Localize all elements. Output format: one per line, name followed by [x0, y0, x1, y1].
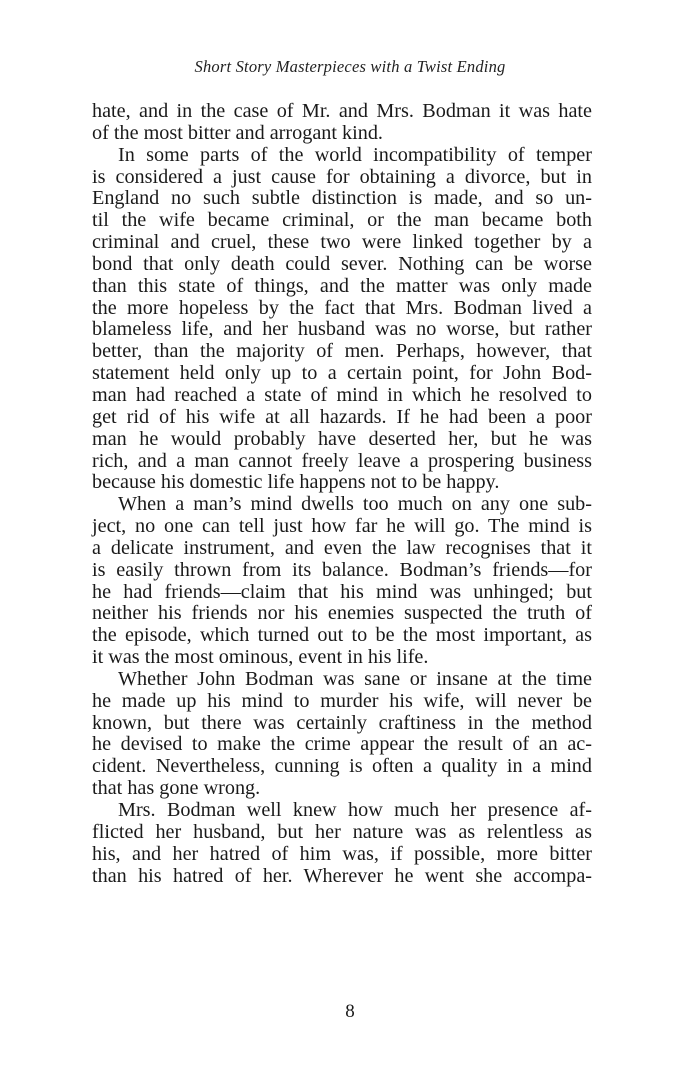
text-line: the more hopeless by the fact that Mrs. Bodman lived a [92, 296, 592, 319]
text-line: When a man’s mind dwells too much on any one sub- [118, 493, 592, 516]
text-line: that has gone wrong. [92, 777, 261, 800]
text-line: he had friends—claim that his mind was unhinged; but [92, 580, 592, 603]
text-line: man he would probably have deserted her, but he was [92, 427, 592, 450]
text-line: he made up his mind to murder his wife, will never be [92, 689, 592, 712]
text-line: rich, and a man cannot freely leave a prospering business [92, 449, 592, 472]
text-line: than this state of things, and the matter was only made [92, 274, 592, 297]
text-line: ject, no one can tell just how far he will go. The mind is [92, 515, 592, 538]
text-line: bond that only death could sever. Nothing can be worse [92, 252, 592, 275]
text-line: Mrs. Bodman well knew how much her presence af- [118, 799, 592, 821]
text-line: flicted her husband, but her nature was as relentless as [92, 820, 592, 843]
text-line: statement held only up to a certain point, for John Bod- [92, 362, 592, 385]
text-line: a delicate instrument, and even the law recognises that it [92, 536, 592, 559]
body-text [92, 101, 592, 887]
text-line: Whether John Bodman was sane or insane at the time [118, 667, 592, 690]
text-line: of the most bitter and arrogant kind. [92, 121, 383, 144]
text-line: better, than the majority of men. Perhaps, however, that [92, 340, 592, 363]
text-line: because his domestic life happens not to be happy. [92, 471, 500, 494]
text-line: is considered a just cause for obtaining a divorce, but in [92, 165, 592, 188]
text-line: get rid of his wife at all hazards. If he had been a poor [92, 405, 592, 428]
page-number: 8 [345, 1001, 355, 1022]
text-line: known, but there was certainly craftiness in the method [92, 711, 592, 734]
text-line: he devised to make the crime appear the result of an ac- [92, 733, 592, 756]
text-line: til the wife became criminal, or the man became both [92, 209, 592, 232]
text-line: it was the most ominous, event in his life. [92, 646, 429, 669]
text-line: blameless life, and her husband was no worse, but rather [92, 318, 592, 341]
text-line: England no such subtle distinction is made, and so un- [92, 187, 592, 210]
text-line: man had reached a state of mind in which he resolved to [92, 383, 592, 406]
text-line: hate, and in the case of Mr. and Mrs. Bodman it was hate [92, 100, 592, 122]
text-line: the episode, which turned out to be the most important, as [92, 624, 592, 647]
running-head: Short Story Masterpieces with a Twist Ending [194, 57, 506, 76]
text-line: In some parts of the world incompatibility of temper [118, 143, 592, 166]
text-line: cident. Nevertheless, cunning is often a quality in a mind [92, 755, 592, 778]
text-line: criminal and cruel, these two were linked together by a [92, 231, 592, 254]
text-line: his, and her hatred of him was, if possible, more bitter [92, 842, 592, 865]
text-line: neither his friends nor his enemies suspected the truth of [92, 602, 592, 625]
text-line: is easily thrown from its balance. Bodman’s friends—for [92, 558, 592, 581]
text-line: than his hatred of her. Wherever he went she accompa- [92, 864, 592, 887]
